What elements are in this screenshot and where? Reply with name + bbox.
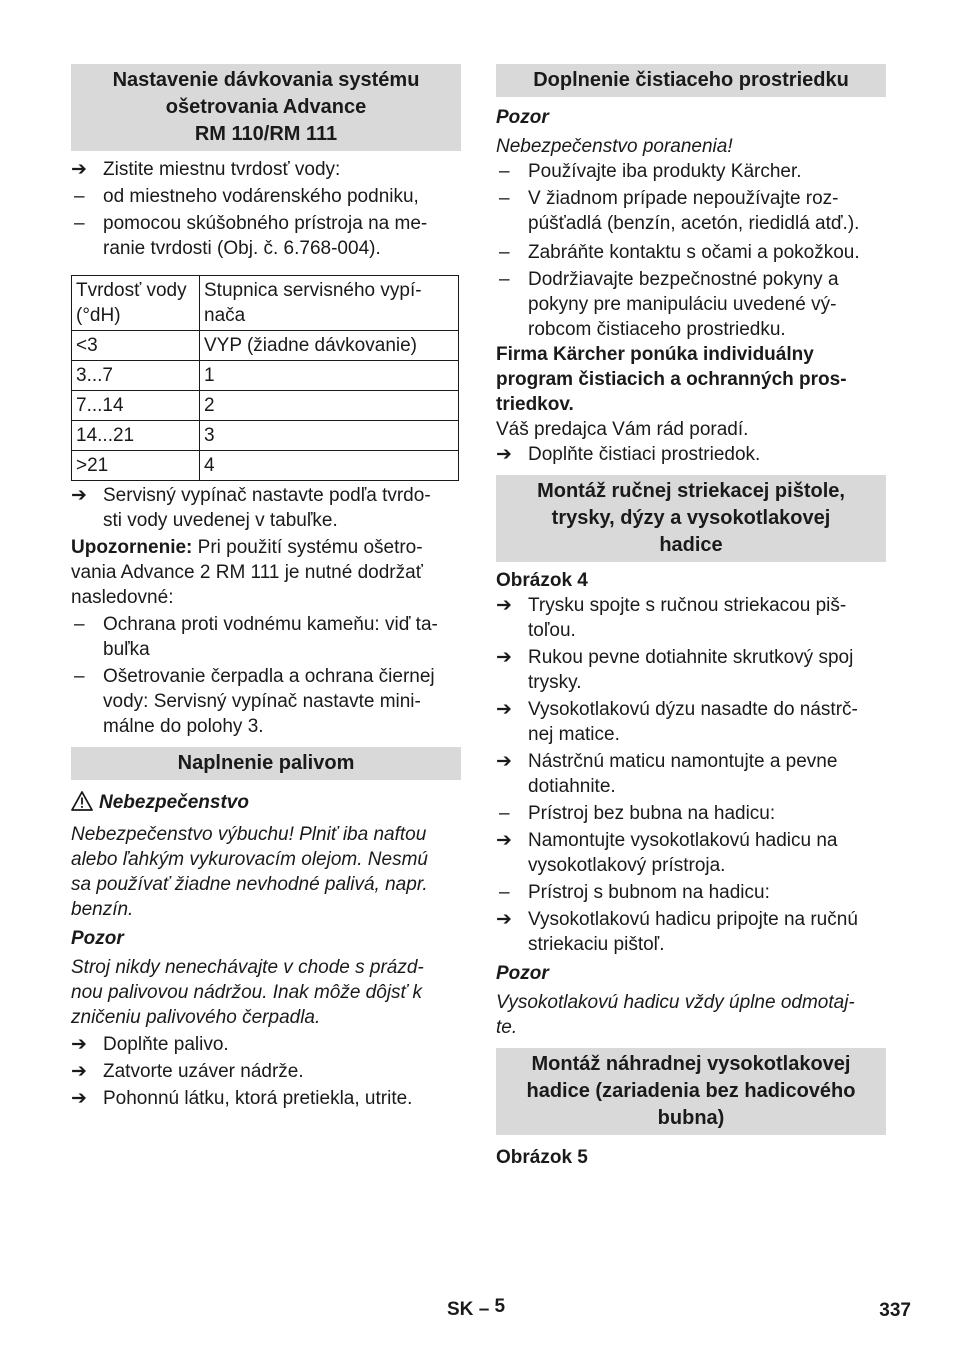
table-row	[72, 451, 459, 481]
table-cell: >21	[72, 451, 200, 481]
table-row	[72, 361, 459, 391]
left-column	[71, 64, 461, 1111]
danger-label: Nebezpečenstvo	[71, 790, 461, 818]
arrow-right-icon: ➔	[71, 1088, 87, 1109]
dash-icon: –	[74, 614, 85, 635]
table-row	[72, 276, 459, 331]
list-item: ➔ Nástrčnú maticu namontujte a pevne dotiahnite.	[496, 751, 838, 797]
table-header-cell: Stupnica servisného vypí- nača	[200, 276, 459, 331]
arrow-right-icon: ➔	[71, 1061, 87, 1082]
heading-dosing-advance: Nastavenie dávkovania systému ošetrovania Advance RM 110/RM 111	[71, 64, 461, 151]
list-item: ➔ Zatvorte uzáver nádrže.	[71, 1061, 304, 1082]
arrow-right-icon: ➔	[496, 751, 512, 772]
table-cell: 3	[200, 421, 459, 451]
caution-text: Nebezpečenstvo poranenia!	[496, 136, 733, 157]
dash-icon: –	[499, 882, 510, 903]
table-header-cell: Tvrdosť vody (°dH)	[72, 276, 200, 331]
list-item: ➔ Pohonnú látku, ktorá pretiekla, utrite.	[71, 1088, 413, 1109]
list-item: ➔ Namontujte vysokotlakovú hadicu na vysokotlakový prístroja.	[496, 830, 838, 876]
list-item: – pomocou skúšobného prístroja na me- ranie tvrdosti (Obj. č. 6.768-004).	[71, 211, 461, 261]
dash-icon: –	[499, 269, 510, 290]
list-item: – Ošetrovanie čerpadla a ochrana čiernej vody: Servisný vypínač nastavte mini- málne do polohy 3.	[71, 664, 461, 739]
warning-triangle-icon	[71, 791, 93, 818]
arrow-right-icon: ➔	[496, 647, 512, 668]
list-item: ➔ Zistite miestnu tvrdosť vody:	[71, 159, 341, 180]
list-item: ➔ Doplňte čistiaci prostriedok.	[496, 444, 761, 465]
water-hardness-table	[71, 275, 459, 481]
arrow-right-icon: ➔	[496, 699, 512, 720]
list-item: – Používajte iba produkty Kärcher.	[496, 159, 886, 184]
table-row	[72, 391, 459, 421]
caution-text: Stroj nikdy nenechávajte v chode s prázd- nou palivovou nádržou. Inak môže dôjsť k zničeniu palivového čerpadla.	[71, 957, 424, 1028]
table-cell: VYP (žiadne dávkovanie)	[200, 331, 459, 361]
caution-label: Pozor	[496, 107, 549, 128]
danger-text: Nebezpečenstvo výbuchu! Plniť iba naftou alebo ľahkým vykurovacím olejom. Nesmú sa používať žiadne nevhodné palivá, napr. benzín.	[71, 824, 428, 920]
list-item: – od miestneho vodárenského podniku,	[71, 184, 461, 209]
list-item: – Prístroj bez bubna na hadicu:	[496, 801, 886, 826]
heading-replacement-hose: Montáž náhradnej vysokotlakovej hadice (zariadenia bez hadicového bubna)	[496, 1048, 886, 1135]
page-number: 337	[879, 1300, 911, 1321]
caution-label: Pozor	[496, 963, 549, 984]
list-item: – Prístroj s bubnom na hadicu:	[496, 880, 886, 905]
list-item: ➔ Rukou pevne dotiahnite skrutkový spoj trysky.	[496, 647, 854, 693]
arrow-right-icon: ➔	[496, 595, 512, 616]
figure-reference: Obrázok 4	[496, 570, 588, 591]
list-item: ➔ Vysokotlakovú dýzu nasadte do nástrč- nej matice.	[496, 699, 858, 745]
arrow-right-icon: ➔	[496, 444, 512, 465]
table-cell: 4	[200, 451, 459, 481]
caution-label: Pozor	[71, 928, 124, 949]
table-cell: <3	[72, 331, 200, 361]
paragraph: Váš predajca Vám rád poradí.	[496, 419, 749, 440]
dash-icon: –	[74, 186, 85, 207]
list-item: ➔ Trysku spojte s ručnou striekacou piš- toľou.	[496, 595, 847, 641]
arrow-right-icon: ➔	[71, 1034, 87, 1055]
table-cell: 1	[200, 361, 459, 391]
bold-paragraph: Firma Kärcher ponúka individuálny program čistiacich a ochranných pros- triedkov.	[496, 344, 847, 415]
list-item: ➔ Doplňte palivo.	[71, 1034, 229, 1055]
table-cell: 7...14	[72, 391, 200, 421]
list-item: – V žiadnom prípade nepoužívajte roz- púšťadlá (benzín, acetón, riedidlá atď.).	[496, 186, 886, 236]
arrow-right-icon: ➔	[71, 485, 87, 506]
list-item: – Zabráňte kontaktu s očami a pokožkou.	[496, 240, 886, 265]
list-item: ➔ Servisný vypínač nastavte podľa tvrdo- sti vody uvedenej v tabuľke.	[71, 485, 431, 531]
table-row	[72, 331, 459, 361]
arrow-right-icon: ➔	[71, 159, 87, 180]
list-item: – Ochrana proti vodnému kameňu: viď ta- buľka	[71, 612, 461, 662]
heading-spray-gun-assembly: Montáž ručnej striekacej pištole, trysky, dýzy a vysokotlakovej hadice	[496, 475, 886, 562]
list-item: ➔ Vysokotlakovú hadicu pripojte na ručnú striekaciu pištoľ.	[496, 909, 858, 955]
list-item: – Dodržiavajte bezpečnostné pokyny a pokyny pre manipuláciu uvedené vý- robcom čistiaceho prostriedku.	[496, 267, 886, 342]
table-cell: 3...7	[72, 361, 200, 391]
dash-icon: –	[499, 242, 510, 263]
table-row	[72, 421, 459, 451]
dash-icon: –	[499, 161, 510, 182]
arrow-right-icon: ➔	[496, 830, 512, 851]
dash-icon: –	[499, 803, 510, 824]
table-cell: 2	[200, 391, 459, 421]
table-cell: 14...21	[72, 421, 200, 451]
arrow-right-icon: ➔	[496, 909, 512, 930]
right-column	[496, 64, 886, 1170]
heading-fuel-filling: Naplnenie palivom	[71, 747, 461, 780]
dash-icon: –	[74, 666, 85, 687]
note-paragraph: Upozornenie: Pri použití systému ošetro- vania Advance 2 RM 111 je nutné dodržať nasledovné:	[71, 537, 423, 608]
heading-cleaning-agent: Doplnenie čistiaceho prostriedku	[496, 64, 886, 97]
figure-reference: Obrázok 5	[496, 1147, 588, 1168]
dash-icon: –	[499, 188, 510, 209]
dash-icon: –	[74, 213, 85, 234]
footer-section-label: SK – 5	[447, 1296, 506, 1320]
caution-text: Vysokotlakovú hadicu vždy úplne odmotaj- te.	[496, 992, 855, 1038]
